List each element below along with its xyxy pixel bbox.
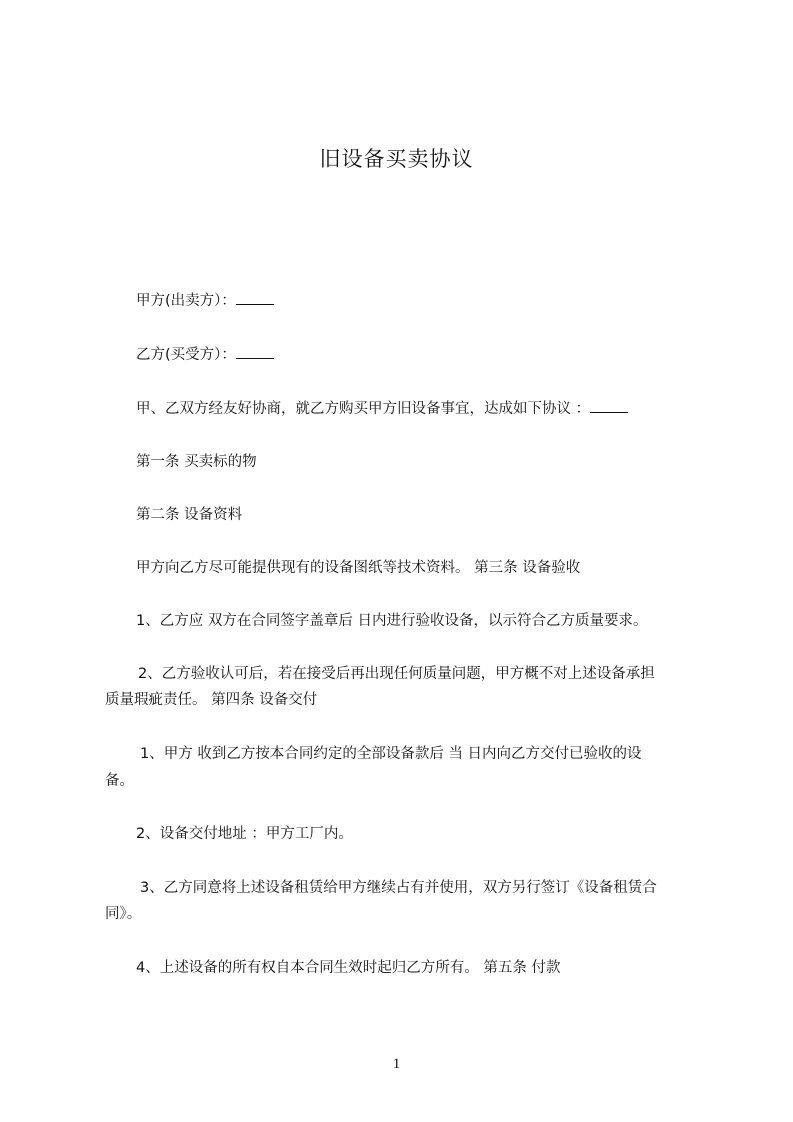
preamble-text: 甲、乙双方经友好协商，就乙方购买甲方旧设备事宜，达成如下协议 ： xyxy=(136,401,591,417)
preamble-blank xyxy=(590,400,628,413)
article4-item3-line1: 3、乙方同意将上述设备租赁给甲方继续占有并使用，双方另行签订《设备租赁合 xyxy=(140,880,657,896)
article3-item2-line2: 质量瑕疵责任。 第四条 设备交付 xyxy=(105,692,318,708)
party-b-label: 乙方(买受方）： xyxy=(136,347,236,363)
party-a-label: 甲方(出卖方）： xyxy=(136,293,236,309)
article4-item1-line2: 备。 xyxy=(105,773,134,789)
page-number: 1 xyxy=(392,1056,401,1072)
document-title: 旧设备买卖协议 xyxy=(319,147,474,171)
party-a-line xyxy=(136,291,274,311)
party-a-blank xyxy=(236,292,274,305)
article4-item4: 4、上述设备的所有权自本合同生效时起归乙方所有。 第五条 付款 xyxy=(136,960,561,976)
article2-heading: 第二条 设备资料 xyxy=(136,507,243,523)
article1-heading: 第一条 买卖标的物 xyxy=(136,454,257,470)
article4-item2: 2、设备交付地址 ：甲方工厂内。 xyxy=(136,826,353,842)
article4-item1-line1: 1、甲方 收到乙方按本合同约定的全部设备款后 当 日内向乙方交付已验收的设 xyxy=(140,746,642,762)
article2-text: 甲方向乙方尽可能提供现有的设备图纸等技术资料。 第三条 设备验收 xyxy=(136,560,581,576)
party-b-blank xyxy=(236,346,274,359)
article3-item2-line1: 2、乙方验收认可后，若在接受后再出现任何质量问题，甲方概不对上述设备承担 xyxy=(138,666,655,682)
article4-item3-line2: 同》。 xyxy=(105,906,142,922)
party-b-line xyxy=(136,345,274,365)
article3-item1: 1、乙方应 双方在合同签字盖章后 日内进行验收设备，以示符合乙方质量要求。 xyxy=(136,613,648,629)
preamble-line xyxy=(136,399,628,419)
